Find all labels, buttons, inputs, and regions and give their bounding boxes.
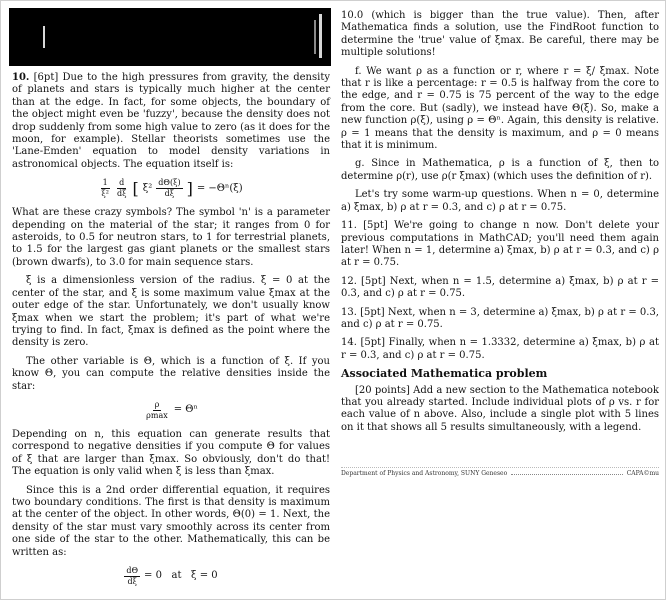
symbols-paragraph: What are these crazy symbols? The symbol 'n' is a parameter depending on the material of the star; it ranges from 0 for asteroids, to 0.5 for neutron stars, to 1 for terrestrial planets, to 1.5 for the largest gas giant planets or the smallest stars (brown dwarfs), to 3.0 for main sequence stars. xyxy=(12,207,330,268)
band-left-mark xyxy=(43,26,45,48)
black-image-band xyxy=(9,8,331,66)
theta-paragraph: The other variable is Θ, which is a function of ξ. If you know Θ, you can compute the relative densities inside the star: xyxy=(12,355,330,392)
band-grey-mark xyxy=(314,20,316,54)
problem-12-paragraph: 12. [5pt] Next, when n = 1.5, determine a) ξmax, b) ρ at r = 0.3, and c) ρ at r = 0.75. xyxy=(341,275,659,300)
boundary-paragraph: Since this is a 2nd order differential equation, it requires two boundary conditions. The first is that density is maximum at the center of the object. In other words, Θ(0) = 1. Next, the density of the star must vary smoothly across its center from one side of the star to the other. Mathematically, this can be written as: xyxy=(12,484,330,558)
problem-10-text: [6pt] Due to the high pressures from gravity, the density of planets and stars is typically much higher at the center than at the edge. In fact, for some objects, the boundary of the object might even be 'fuzzy', because the density does not drop suddenly from some high value to zero (as it does for the moon, for example). Stellar theorists sometimes use the 'Lane-Emden' equation to model density variations in astronomical objects. The equation itself is: xyxy=(12,72,330,170)
footer-dots xyxy=(511,470,622,475)
equation-rhs: = −Θⁿ(ξ) xyxy=(196,182,243,194)
boundary-equation: $\frac{d\Theta}{d\xi}$ = 0 at ξ = 0 xyxy=(126,566,218,586)
part-g-paragraph: g. Since in Mathematica, ρ is a function of ξ, then to determine ρ(r), use ρ(r ξmax) (which uses the definition of r). xyxy=(341,158,659,182)
left-column xyxy=(12,72,330,595)
section-title: Associated Mathematica problem xyxy=(341,367,548,381)
associated-problem-paragraph: [20 points] Add a new section to the Mathematica notebook that you already started. Include individual plots of ρ vs. r for each value of n above. Also, include a single plot with 5 lines on it that shows all 5 results simultaneously, with a legend. xyxy=(341,384,659,433)
lane-emden-equation: $\frac{1}{\text{ξ²}}$ $\frac{d}{d\xi}$ [ ξ² $\frac{d\Theta(\xi)}{d\xi}$ ] = −Θⁿ(ξ) xyxy=(101,178,243,199)
problem-11-paragraph: 11. [5pt] We're going to change n now. Don't delete your previous computations in MathCAD; you'll need them again later! When n = 1, determine a) ξmax, b) ρ at r = 0.3, and c) ρ at r = 0.75. xyxy=(341,220,659,269)
warmup-paragraph: Let's try some warm-up questions. When n = 0, determine a) ξmax, b) ρ at r = 0.3, and c) ρ at r = 0.75. xyxy=(341,189,659,213)
footer-department: Department of Physics and Astronomy, SUNY Geneseo xyxy=(341,470,508,477)
continuation-paragraph: 10.0 (which is bigger than the true value). Then, after Mathematica finds a solution, use the FindRoot function to determine the 'true' value of ξmax. Be careful, there may be multiple solutions! xyxy=(341,10,659,59)
part-f-paragraph: f. We want ρ as a function or r, where r = ξ/ ξmax. Note that r is like a percentage: r = 0.5 is halfway from the core to the edge, and r = 0.75 is 75 percent of the way to the edge from the core. But (sadly), we instead have Θ(ξ). So, make a new function ρ(ξ), using ρ = Θⁿ. Again, this density is relative. ρ = 1 means that the density is maximum, and ρ = 0 means that it is minimum. xyxy=(341,65,659,152)
problem-10-label: 10. xyxy=(12,72,30,83)
density-equation: $\frac{\rho}{\rho\max}$ = Θⁿ xyxy=(146,399,198,420)
right-column xyxy=(341,10,659,440)
footer-capa: CAPA©mu xyxy=(626,470,659,477)
xi-paragraph: ξ is a dimensionless version of the radius. ξ = 0 at the center of the star, and ξ is some maximum value ξmax at the outer edge of the star. Unfortunately, we don't usually know ξmax when we start the problem; it's part of what we're trying to find. In fact, ξmax is defined as the point where the density is zero. xyxy=(12,275,330,349)
page-footer xyxy=(341,467,659,477)
band-right-mark xyxy=(319,14,322,58)
depending-paragraph: Depending on n, this equation can generate results that correspond to negative densities if you compute Θ for values of ξ that are larger than ξmax. So obviously, don't do that! The equation is only valid when ξ is less than ξmax. xyxy=(12,428,330,478)
problem-13-paragraph: 13. [5pt] Next, when n = 3, determine a) ξmax, b) ρ at r = 0.3, and c) ρ at r = 0.75. xyxy=(341,306,659,330)
problem-14-paragraph: 14. [5pt] Finally, when n = 1.3332, determine a) ξmax, b) ρ at r = 0.3, and c) ρ at r = 0.75. xyxy=(341,337,659,361)
problem-10-paragraph xyxy=(12,72,330,171)
